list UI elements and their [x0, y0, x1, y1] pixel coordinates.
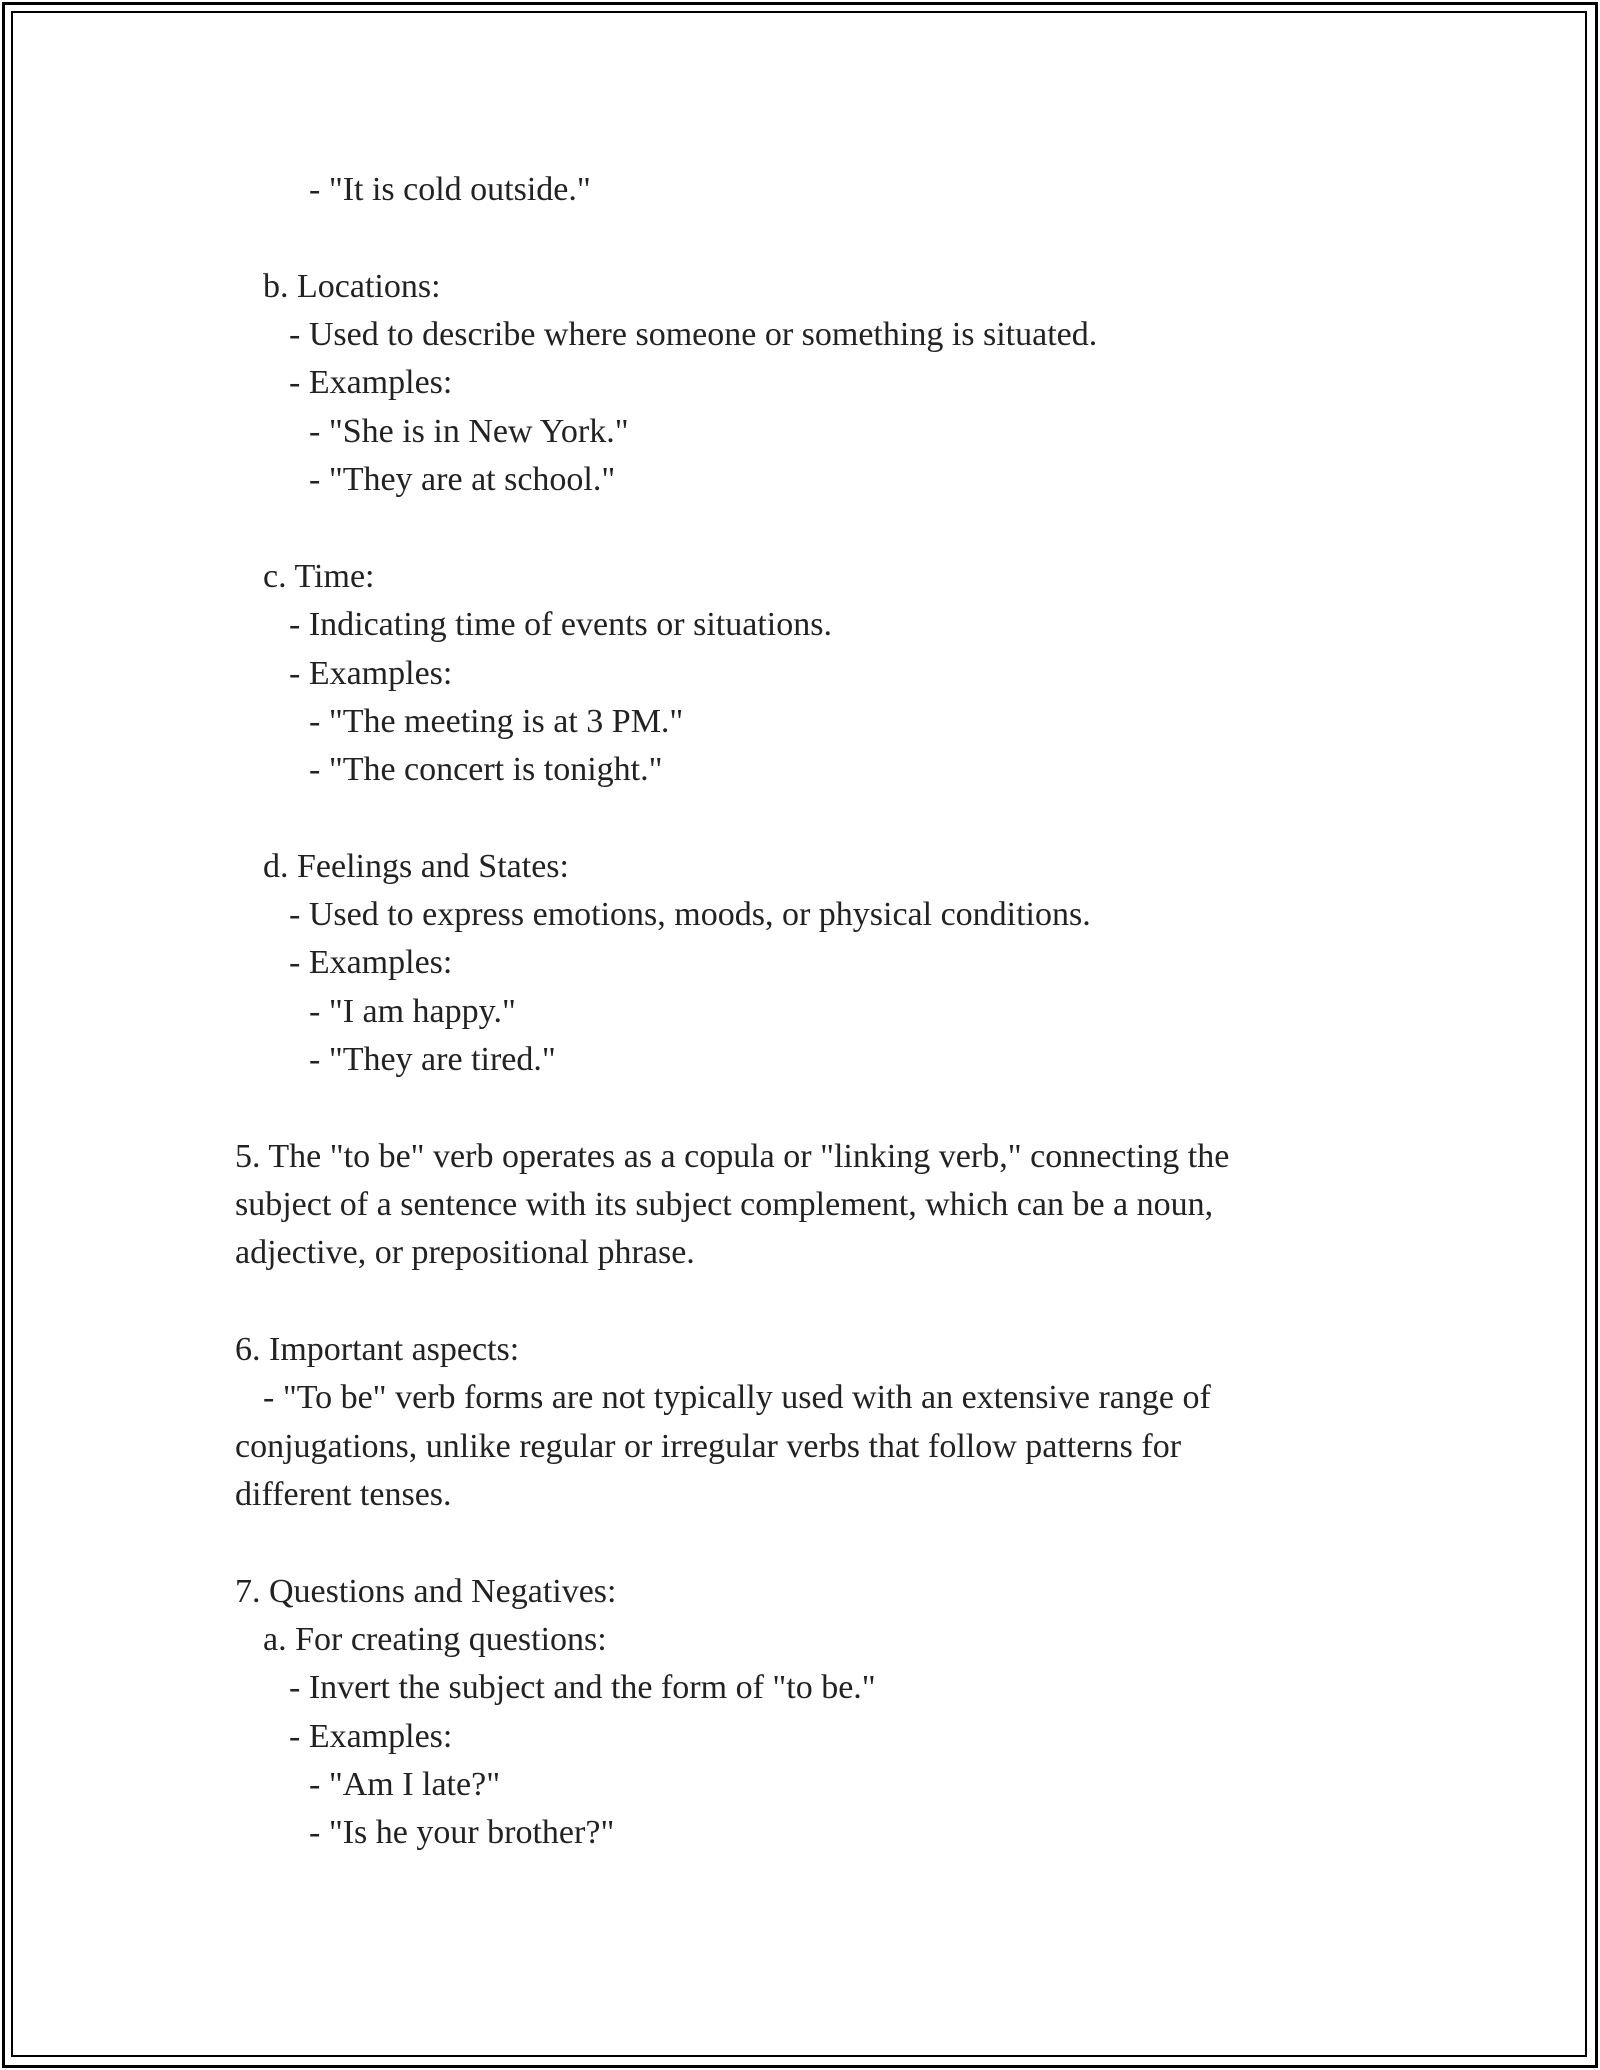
text-line: - Examples: [289, 364, 453, 401]
text-line: - "It is cold outside." [309, 171, 591, 208]
text-line: c. Time: [263, 558, 375, 595]
text-line: - "She is in New York." [309, 413, 629, 450]
text-line: - "The concert is tonight." [309, 751, 663, 788]
text-line: conjugations, unlike regular or irregular verbs that follow patterns for [235, 1428, 1182, 1465]
text-line: - "To be" verb forms are not typically used with an extensive range of [263, 1379, 1211, 1416]
text-line: - Used to describe where someone or something is situated. [289, 316, 1098, 353]
text-line: a. For creating questions: [263, 1621, 607, 1658]
text-line: - Examples: [289, 655, 453, 692]
text-line: - "I am happy." [309, 993, 516, 1030]
text-line: b. Locations: [263, 268, 441, 305]
text-line: 7. Questions and Negatives: [235, 1573, 617, 1610]
text-line: - "They are at school." [309, 461, 616, 498]
text-line: - "They are tired." [309, 1041, 556, 1078]
text-line: - Invert the subject and the form of "to be." [289, 1669, 876, 1706]
text-line: 5. The "to be" verb operates as a copula or "linking verb," connecting the [235, 1138, 1230, 1175]
text-line: - "The meeting is at 3 PM." [309, 703, 684, 740]
text-line: subject of a sentence with its subject complement, which can be a noun, [235, 1186, 1214, 1223]
text-line: d. Feelings and States: [263, 848, 569, 885]
text-line: - "Am I late?" [309, 1766, 501, 1803]
text-line: different tenses. [235, 1476, 452, 1513]
text-line: - "Is he your brother?" [309, 1814, 615, 1851]
text-line: - Used to express emotions, moods, or physical conditions. [289, 896, 1091, 933]
text-line: - Indicating time of events or situations. [289, 606, 832, 643]
text-line: - Examples: [289, 944, 453, 981]
text-line: adjective, or prepositional phrase. [235, 1234, 695, 1271]
text-line: 6. Important aspects: [235, 1331, 520, 1368]
text-line: - Examples: [289, 1718, 453, 1755]
